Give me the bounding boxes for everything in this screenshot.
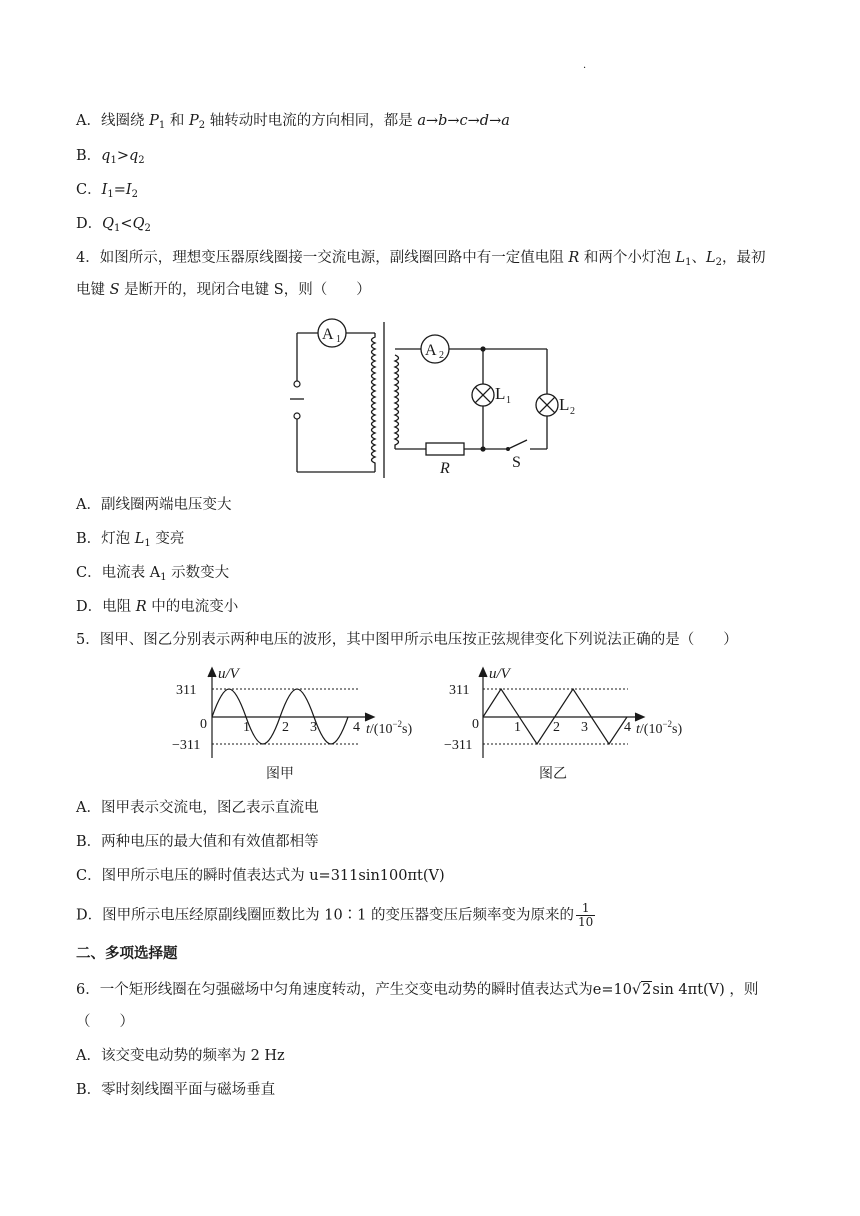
lamp-l2-label: L [559, 395, 570, 414]
graph-jia-ymax: 311 [176, 683, 197, 698]
ammeter-a2-label: A [425, 342, 437, 359]
q6-option-a[interactable]: A．该交变电动势的频率为 2 Hz [76, 1048, 285, 1064]
graph-yi-tick-4: 4 [624, 720, 631, 735]
section-title: 二、多项选择题 [76, 946, 178, 962]
ammeter-a1-label: A [322, 326, 334, 343]
sqrt-two: √2 [631, 982, 652, 998]
voltage-graph-jia [170, 660, 420, 782]
q5-option-d[interactable]: D．图甲所示电压经原副线圈匝数比为 10∶1 的变压器变压后频率变为原来的 $\frac{1}{10}$ [76, 901, 594, 929]
graph-jia-ylabel: u/V [218, 666, 239, 682]
resistor-label: R [440, 460, 450, 477]
graph-jia-ymin: −311 [172, 738, 201, 753]
graph-yi-ymax: 311 [449, 683, 470, 698]
header-mark: · [583, 63, 587, 74]
graph-jia-xlabel: $t/(10^{-2}s)$ [366, 719, 413, 737]
q5-option-b[interactable]: B．两种电压的最大值和有效值都相等 [76, 834, 319, 850]
graph-jia-tick-2: 2 [282, 720, 289, 735]
q5-option-c[interactable]: C．图甲所示电压的瞬时值表达式为 u=311sin100πt(V) [76, 868, 445, 884]
q6-stem-line1: 6．一个矩形线圈在匀强磁场中匀角速度转动，产生交变电动势的瞬时值表达式为e=10√2sin 4πt(V) ，则 [76, 982, 759, 998]
graph-yi-tick-3: 3 [581, 720, 588, 735]
q5-option-a[interactable]: A．图甲表示交流电，图乙表示直流电 [76, 800, 319, 816]
graph-yi-ymin: −311 [444, 738, 473, 753]
q6-option-b[interactable]: B．零时刻线圈平面与磁场垂直 [76, 1082, 276, 1098]
graph-yi-xlabel: $t/(10^{-2}s)$ [636, 719, 683, 737]
graph-jia-tick-3: 3 [310, 720, 317, 735]
graph-jia-tick-1: 1 [243, 720, 250, 735]
q4-option-b[interactable]: B．灯泡 $L_1$ 变亮 [76, 531, 185, 549]
lamp-l1-sub: 1 [506, 395, 511, 406]
lamp-l2-sub: 2 [570, 406, 575, 417]
graph-jia-tick-4: 4 [353, 720, 360, 735]
transformer-circuit-diagram [290, 318, 590, 480]
fraction-one-tenth: $\frac{1}{10}$ [578, 901, 594, 929]
graph-yi-tick-2: 2 [553, 720, 560, 735]
graph-yi-tick-1: 1 [514, 720, 521, 735]
q3-option-c[interactable]: C．$I_1=I_2$ [76, 182, 138, 200]
voltage-graph-yi [440, 660, 700, 782]
q3-option-d[interactable]: D．$Q_1<Q_2$ [76, 216, 151, 234]
q5-stem: 5．图甲、图乙分别表示两种电压的波形，其中图甲所示电压按正弦规律变化下列说法正确的是（ ） [76, 632, 738, 648]
graph-yi-caption: 图乙 [539, 767, 567, 782]
switch-label: S [512, 454, 521, 471]
q6-stem-line2: （ ） [76, 1014, 134, 1030]
graph-jia-caption: 图甲 [266, 767, 294, 782]
graph-yi-ylabel: u/V [489, 666, 510, 682]
graph-yi-origin: 0 [472, 717, 479, 732]
graph-jia-origin: 0 [200, 717, 207, 732]
lamp-l1-label: L [495, 384, 506, 403]
q3-option-b[interactable]: B．$q_1>q_2$ [76, 148, 145, 166]
ammeter-a2-sub: 2 [439, 350, 444, 361]
q4-option-a[interactable]: A．副线圈两端电压变大 [76, 497, 232, 513]
q4-stem-line1: 4．如图所示，理想变压器原线圈接一交流电源，副线圈回路中有一定值电阻 R 和两个小灯泡 $L_1$、$L_2$，最初 [76, 250, 766, 268]
q3-option-a[interactable]: A．线圈绕 $P_1$ 和 $P_2$ 轴转动时电流的方向相同，都是 a→b→c→d→a [76, 113, 510, 131]
q4-stem-line2: 电键 S 是断开的，现闭合电键 S，则（ ） [76, 282, 371, 298]
q4-option-d[interactable]: D．电阻 R 中的电流变小 [76, 599, 239, 615]
q4-option-c[interactable]: C．电流表 $A_1$ 示数变大 [76, 565, 230, 583]
ammeter-a1-sub: 1 [336, 334, 341, 345]
